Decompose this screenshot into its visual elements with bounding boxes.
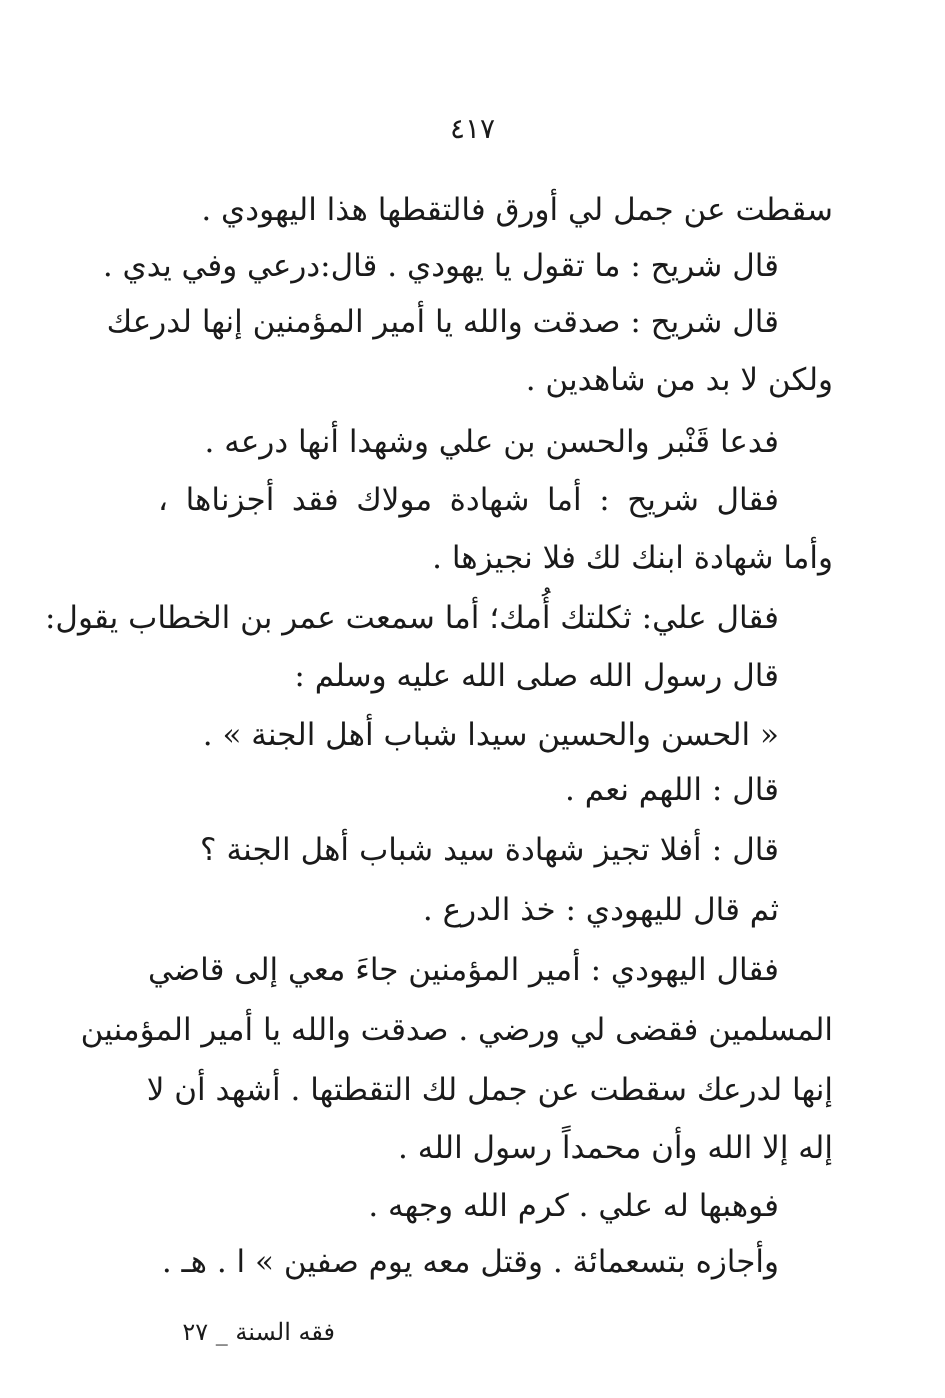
footer-signature: فقه السنة _ ٢٧ bbox=[182, 1318, 335, 1346]
text-line-6: فقال شريح : أما شهادة مولاك فقد أجزناها ، bbox=[158, 482, 779, 518]
text-line-10: « الحسن والحسين سيدا شباب أهل الجنة » . bbox=[202, 717, 779, 753]
text-line-7: وأما شهادة ابنك لك فلا نجيزها . bbox=[432, 540, 833, 576]
text-line-1: سقطت عن جمل لي أورق فالتقطها هذا اليهودي . bbox=[201, 192, 833, 228]
text-line-5: فدعا قَنْبر والحسن بن علي وشهدا أنها درعه . bbox=[204, 424, 779, 460]
page-number: ٤١٧ bbox=[449, 112, 496, 145]
text-line-2: قال شريح : ما تقول يا يهودي . قال:درعي وفي يدي . bbox=[102, 248, 779, 284]
text-line-18: فوهبها له علي . كرم الله وجهه . bbox=[368, 1188, 779, 1224]
text-line-11: قال : اللهم نعم . bbox=[565, 772, 779, 808]
text-line-12: قال : أفلا تجيز شهادة سيد شباب أهل الجنة ؟ bbox=[200, 832, 779, 868]
text-line-17: إله إلا الله وأن محمداً رسول الله . bbox=[398, 1130, 833, 1166]
text-line-16: إنها لدرعك سقطت عن جمل لك التقطتها . أشهد أن لا bbox=[146, 1072, 833, 1108]
text-line-8: فقال علي: ثكلتك أُمك؛ أما سمعت عمر بن الخطاب يقول: bbox=[44, 600, 779, 636]
text-line-19: وأجازه بتسعمائة . وقتل معه يوم صفين » ا . هـ . bbox=[161, 1244, 779, 1280]
text-line-15: المسلمين فقضى لي ورضي . صدقت والله يا أمير المؤمنين bbox=[80, 1012, 833, 1048]
text-line-14: فقال اليهودي : أمير المؤمنين جاءَ معي إلى قاضي bbox=[147, 952, 779, 988]
text-line-4: ولكن لا بد من شاهدين . bbox=[525, 362, 833, 398]
text-line-3: قال شريح : صدقت والله يا أمير المؤمنين إنها لدرعك bbox=[106, 304, 779, 340]
text-line-9: قال رسول الله صلى الله عليه وسلم : bbox=[294, 658, 779, 694]
text-line-13: ثم قال لليهودي : خذ الدرع . bbox=[422, 892, 779, 928]
